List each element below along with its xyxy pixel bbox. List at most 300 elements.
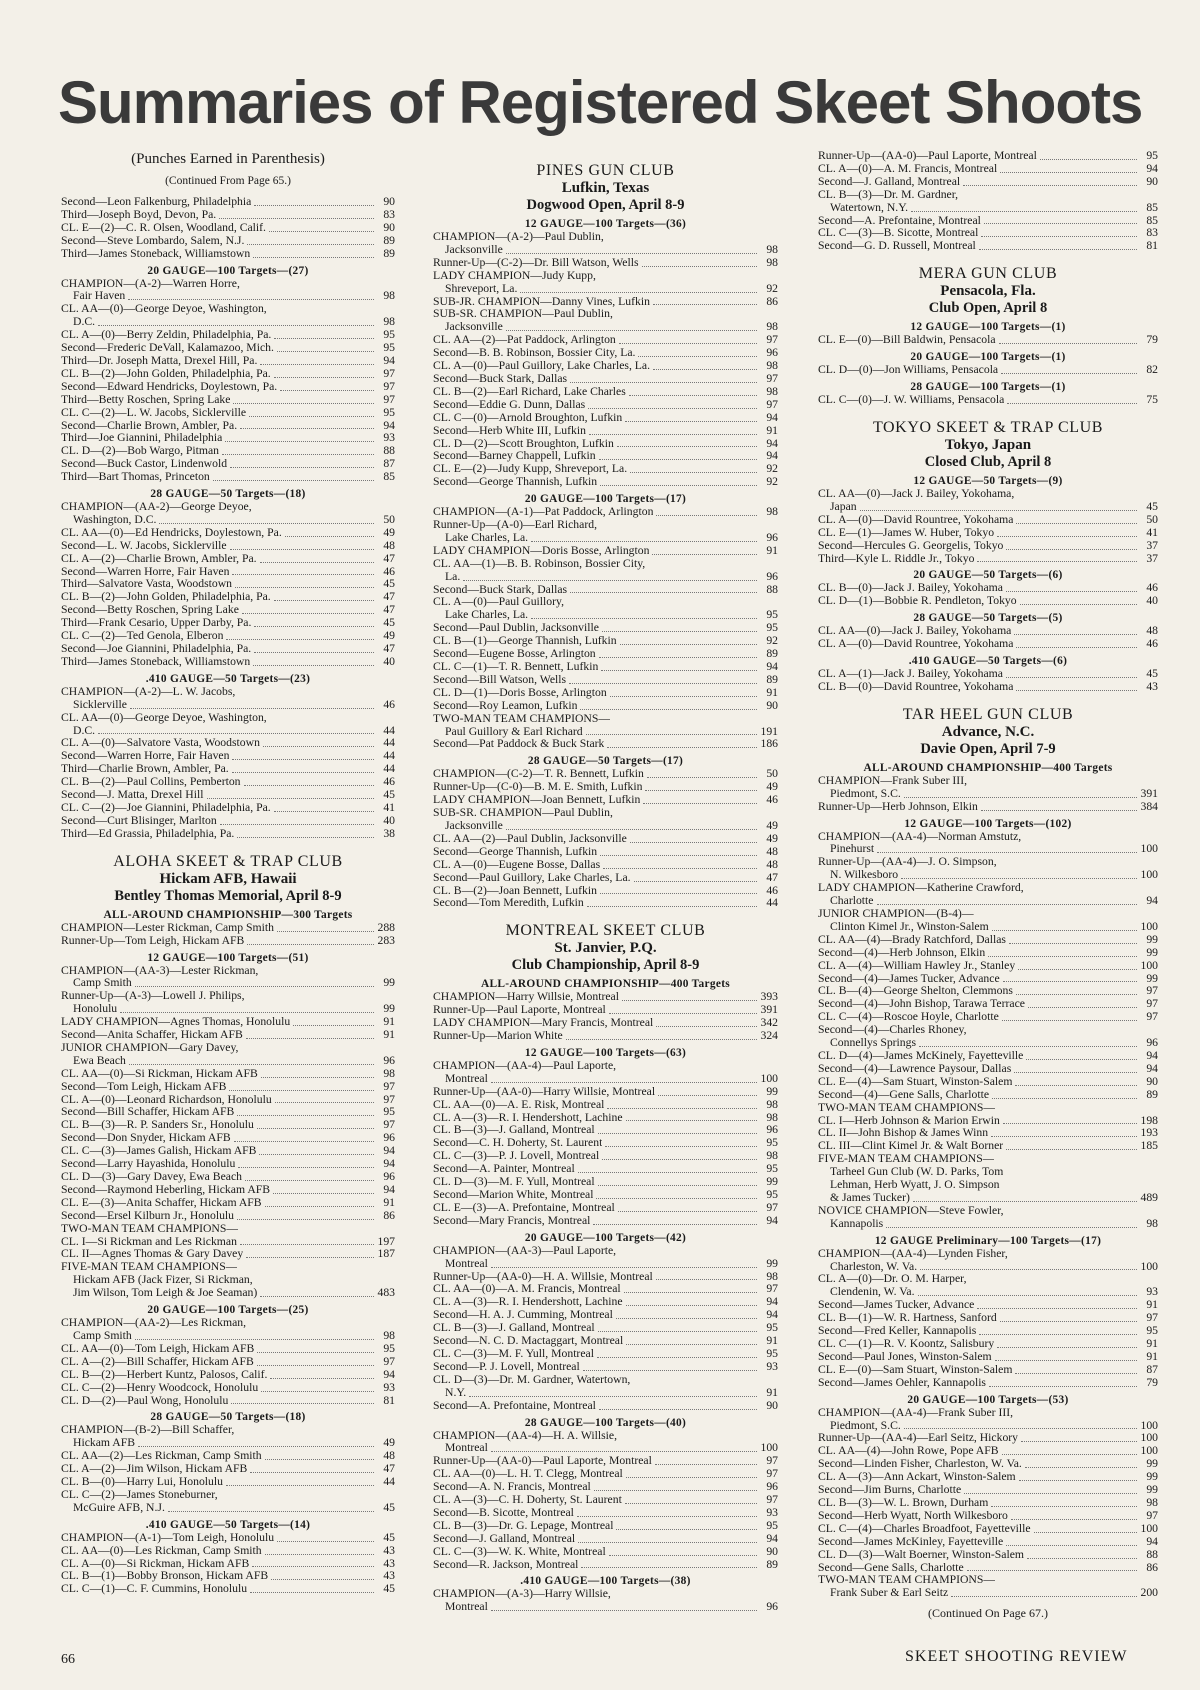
result-name: CL. II—John Bishop & James Winn xyxy=(818,1127,989,1140)
result-name: La. xyxy=(445,570,461,583)
result-score: 187 xyxy=(377,1247,395,1261)
entry-text: Second—(4)—Charles Rhoney, xyxy=(818,1024,967,1037)
result-row xyxy=(61,1356,395,1369)
result-score: 41 xyxy=(383,800,395,814)
result-row xyxy=(433,257,778,270)
dot-leader xyxy=(274,337,374,339)
dot-leader xyxy=(596,1197,757,1199)
dot-leader xyxy=(920,1268,1137,1270)
result-score: 94 xyxy=(1146,1534,1158,1548)
dot-leader xyxy=(1040,158,1137,160)
dot-leader xyxy=(977,1307,1137,1309)
result-name: Shreveport, La. xyxy=(445,282,518,295)
result-row xyxy=(818,501,1158,514)
result-row xyxy=(433,1442,778,1455)
dot-leader xyxy=(979,1333,1137,1335)
result-row xyxy=(818,364,1158,377)
dot-leader xyxy=(237,836,374,838)
dot-leader xyxy=(254,204,374,206)
result-name: Third—James Stoneback, Williamstown xyxy=(61,655,251,668)
section-heading: 28 GAUGE—100 Targets—(40) xyxy=(524,1416,687,1429)
club-location: Pensacola, Fla. xyxy=(940,283,1036,300)
result-name: Ewa Beach xyxy=(73,1054,126,1067)
result-row xyxy=(818,1497,1158,1510)
result-score: 94 xyxy=(1146,1061,1158,1075)
result-name: Kannapolis xyxy=(830,1217,884,1230)
result-row xyxy=(818,1445,1158,1458)
result-row xyxy=(61,527,395,540)
entry-line xyxy=(433,1588,778,1601)
entry-text: CL. D—(3)—Dr. M. Gardner, Watertown, xyxy=(433,1373,631,1386)
dot-leader xyxy=(247,243,374,245)
result-row xyxy=(61,725,395,738)
dot-leader xyxy=(1019,1479,1137,1481)
result-name: Hickam AFB xyxy=(73,1437,136,1450)
result-row xyxy=(61,1016,395,1029)
dot-leader xyxy=(168,1510,374,1512)
result-score: 97 xyxy=(383,392,395,406)
result-row xyxy=(433,244,778,257)
dot-leader xyxy=(274,810,374,812)
result-row xyxy=(433,1387,778,1400)
dot-leader xyxy=(656,1025,757,1027)
result-row xyxy=(433,1468,778,1481)
dot-leader xyxy=(246,1037,374,1039)
result-name: CL. E—(0)—Sam Stuart, Winston-Salem xyxy=(818,1363,1013,1376)
dot-leader xyxy=(617,445,757,447)
result-score: 45 xyxy=(383,788,395,802)
result-row xyxy=(61,316,395,329)
result-score: 93 xyxy=(383,1380,395,1394)
result-score: 37 xyxy=(1146,551,1158,565)
result-row xyxy=(433,1601,778,1614)
result-row xyxy=(818,1536,1158,1549)
dot-leader xyxy=(625,420,757,422)
result-score: 48 xyxy=(766,857,778,871)
dot-leader xyxy=(135,985,374,987)
section-heading: .410 GAUGE—50 Targets—(14) xyxy=(145,1518,311,1531)
result-name: CL. D—(3)—Walt Boerner, Winston-Salem xyxy=(818,1548,1024,1561)
result-score: 95 xyxy=(766,1518,778,1532)
result-name: CL. E—(4)—Sam Stuart, Winston-Salem xyxy=(818,1075,1013,1088)
result-row xyxy=(433,661,778,674)
result-name: CL. C—(1)—T. R. Bennett, Lufkin xyxy=(433,661,599,673)
result-score: 99 xyxy=(766,1256,778,1270)
entry-line xyxy=(433,270,778,283)
dot-leader xyxy=(1006,676,1137,678)
entry-text: CHAMPION—(A-2)—Paul Dublin, xyxy=(433,231,604,243)
column-left xyxy=(61,150,395,1596)
result-name: Second—Mary Francis, Montreal xyxy=(433,1214,591,1227)
result-score: 94 xyxy=(383,1182,395,1196)
dot-leader xyxy=(658,1094,757,1096)
dot-leader xyxy=(229,1089,374,1091)
result-name: LADY CHAMPION—Joan Bennett, Lufkin xyxy=(433,794,641,807)
event-title: Closed Club, April 8 xyxy=(924,453,1052,470)
dot-leader xyxy=(991,1135,1137,1137)
dot-leader xyxy=(120,1011,374,1013)
result-score: 342 xyxy=(760,1016,778,1030)
result-row xyxy=(433,859,778,872)
dot-leader xyxy=(233,402,374,404)
result-name: CL. B—(2)—John Golden, Philadelphia, Pa. xyxy=(61,591,271,604)
entry-line xyxy=(433,1430,778,1443)
result-score: 483 xyxy=(377,1286,395,1300)
result-name: Second—Paul Jones, Winston-Salem xyxy=(818,1350,992,1363)
result-name: CL. C—(2)—Ted Genola, Elberon xyxy=(61,630,224,643)
result-row xyxy=(818,1432,1158,1445)
result-score: 94 xyxy=(1146,161,1158,175)
section-heading: 20 GAUGE—100 Targets—(53) xyxy=(907,1393,1069,1406)
result-row xyxy=(818,1089,1158,1102)
result-name: N. Wilkesboro xyxy=(830,869,899,882)
result-score: 100 xyxy=(1140,1521,1158,1535)
result-score: 98 xyxy=(383,315,395,329)
result-score: 100 xyxy=(1140,958,1158,972)
dot-leader xyxy=(566,1038,757,1040)
result-name: CL. AA—(4)—Brady Ratchford, Dallas xyxy=(818,933,1006,946)
result-row xyxy=(818,1261,1158,1274)
dot-leader xyxy=(645,789,757,791)
result-name: Second—A. N. Francis, Montreal xyxy=(433,1481,591,1494)
result-name: CHAMPION—(A-1)—Tom Leigh, Honolulu xyxy=(61,1531,275,1544)
result-score: 46 xyxy=(383,697,395,711)
dot-leader xyxy=(135,1338,374,1340)
entry-text: Hickam AFB (Jack Fizer, Si Rickman, xyxy=(73,1274,253,1287)
result-name: CL. AA—(0)—Les Rickman, Camp Smith xyxy=(61,1544,262,1557)
dot-leader xyxy=(1016,689,1137,691)
result-row xyxy=(61,1369,395,1382)
result-name: CL. D—(2)—Scott Broughton, Lufkin xyxy=(433,437,614,450)
result-row xyxy=(818,150,1158,163)
dot-leader xyxy=(992,1097,1137,1099)
result-name: CL. C—(1)—R. V. Koontz, Salisbury xyxy=(818,1338,995,1350)
result-score: 90 xyxy=(766,698,778,712)
result-name: Runner-Up—(AA-0)—Paul Laporte, Montreal xyxy=(818,150,1037,162)
dot-leader xyxy=(580,708,757,710)
result-score: 96 xyxy=(383,1131,395,1145)
result-score: 99 xyxy=(766,1084,778,1098)
result-row xyxy=(61,1184,395,1197)
dot-leader xyxy=(249,415,374,417)
dot-leader xyxy=(964,1492,1137,1494)
result-score: 89 xyxy=(1146,1087,1158,1101)
entry-line xyxy=(818,831,1158,844)
result-score: 100 xyxy=(1140,919,1158,933)
result-row xyxy=(818,1312,1158,1325)
result-row xyxy=(433,321,778,334)
entry-line xyxy=(433,1060,778,1073)
result-name: Lake Charles, La. xyxy=(445,609,529,622)
result-row xyxy=(61,977,395,990)
dot-leader xyxy=(1000,171,1137,173)
dot-leader xyxy=(1027,1557,1137,1559)
result-row xyxy=(61,935,395,948)
result-row xyxy=(61,750,395,763)
result-score: 94 xyxy=(766,436,778,450)
result-score: 83 xyxy=(1146,226,1158,240)
club-location: Tokyo, Japan xyxy=(944,436,1032,453)
result-score: 489 xyxy=(1140,1190,1158,1204)
result-score: 95 xyxy=(766,608,778,622)
result-row xyxy=(433,1296,778,1309)
dot-leader xyxy=(607,746,757,748)
result-row xyxy=(61,290,395,303)
dot-leader xyxy=(130,707,374,709)
result-name: Second—Tom Meredith, Lufkin xyxy=(433,897,584,910)
result-row xyxy=(61,235,395,248)
result-score: 41 xyxy=(1146,525,1158,539)
result-score: 100 xyxy=(1140,1431,1158,1445)
dot-leader xyxy=(997,535,1137,537)
dot-leader xyxy=(463,579,757,581)
result-row xyxy=(818,595,1158,608)
dot-leader xyxy=(1015,1372,1137,1374)
result-name: Lake Charles, La. xyxy=(445,531,529,544)
result-row xyxy=(61,578,395,591)
result-name: CL. B—(1)—Bobby Bronson, Hickam AFB xyxy=(61,1570,269,1583)
result-row xyxy=(433,1494,778,1507)
result-score: 90 xyxy=(383,195,395,208)
club-name: MONTREAL SKEET CLUB xyxy=(505,922,706,940)
result-row xyxy=(61,1382,395,1395)
result-name: CL. I—Herb Johnson & Marion Erwin xyxy=(818,1114,1000,1127)
dot-leader xyxy=(599,1408,757,1410)
result-name: Second—Jim Burns, Charlotte xyxy=(818,1484,962,1497)
result-row xyxy=(818,163,1158,176)
dot-leader xyxy=(594,1489,757,1491)
result-row xyxy=(818,1471,1158,1484)
result-name: Second—C. H. Doherty, St. Laurent xyxy=(433,1137,603,1150)
dot-leader xyxy=(913,1200,1137,1202)
result-row xyxy=(61,604,395,617)
result-row xyxy=(433,463,778,476)
result-row xyxy=(818,202,1158,215)
result-name: Second—Edward Hendricks, Doylestown, Pa. xyxy=(61,380,278,393)
result-row xyxy=(433,334,778,347)
result-name: Second—Eddie G. Dunn, Dallas xyxy=(433,398,586,411)
result-row xyxy=(61,248,395,261)
result-name: Second—Buck Stark, Dallas xyxy=(433,372,568,385)
result-score: 95 xyxy=(766,1162,778,1176)
result-score: 95 xyxy=(383,328,395,342)
dot-leader xyxy=(570,591,757,593)
section-heading: 20 GAUGE—100 Targets—(25) xyxy=(147,1304,309,1317)
result-name: CL. B—(3)—Dr. G. Lepage, Montreal xyxy=(433,1519,614,1532)
dot-leader xyxy=(261,1390,374,1392)
club-name: TOKYO SKEET & TRAP CLUB xyxy=(872,418,1104,436)
result-name: CL. E—(2)—C. R. Olsen, Woodland, Calif. xyxy=(61,221,266,234)
result-row xyxy=(818,240,1158,253)
result-row xyxy=(818,843,1158,856)
entry-text: TWO-MAN TEAM CHAMPIONS— xyxy=(818,1574,996,1587)
dot-leader xyxy=(586,733,757,735)
result-score: 96 xyxy=(766,569,778,583)
result-name: Second—A. Prefontaine, Montreal xyxy=(433,1399,596,1412)
result-name: Runner-Up—Marion White xyxy=(433,1030,563,1043)
result-score: 97 xyxy=(1146,997,1158,1011)
result-score: 75 xyxy=(1146,393,1158,407)
result-row xyxy=(433,820,778,833)
result-name: Third—Salvatore Vasta, Woodstown xyxy=(61,578,232,591)
result-row xyxy=(433,1546,778,1559)
dot-leader xyxy=(1006,590,1137,592)
entry-text: LADY CHAMPION—Judy Kupp, xyxy=(433,269,596,282)
entry-line xyxy=(433,713,778,726)
result-row xyxy=(818,869,1158,882)
dot-leader xyxy=(643,802,757,804)
result-row xyxy=(433,1559,778,1572)
entry-text: Tarheel Gun Club (W. D. Parks, Tom xyxy=(830,1166,1004,1179)
result-score: 97 xyxy=(1146,1010,1158,1024)
dot-leader xyxy=(520,291,757,293)
result-score: 48 xyxy=(383,1449,395,1463)
dot-leader xyxy=(244,784,374,786)
entry-text: CL. AA—(0)—George Deyoe, Washington, xyxy=(61,303,267,316)
result-row xyxy=(61,630,395,643)
dot-leader xyxy=(226,638,374,640)
result-score: 91 xyxy=(383,1195,395,1209)
result-score: 97 xyxy=(1146,1508,1158,1522)
dot-leader xyxy=(600,484,757,486)
section-heading: ALL-AROUND CHAMPIONSHIP—400 Targets xyxy=(863,761,1113,774)
result-name: D.C. xyxy=(73,724,96,737)
section-heading: .410 GAUGE—100 Targets—(38) xyxy=(520,1575,691,1588)
result-row xyxy=(433,872,778,885)
result-name: Second—Linden Fisher, Charleston, W. Va. xyxy=(818,1458,1022,1471)
dot-leader xyxy=(997,1346,1137,1348)
entry-text: NOVICE CHAMPION—Steve Fowler, xyxy=(818,1204,1004,1217)
result-score: 288 xyxy=(377,920,395,934)
result-score: 88 xyxy=(383,444,395,458)
dot-leader xyxy=(991,1505,1137,1507)
result-name: CL. C—(0)—J. W. Williams, Pensacola xyxy=(818,394,1005,407)
result-row xyxy=(61,828,395,841)
dot-leader xyxy=(219,217,374,219)
result-score: 98 xyxy=(383,289,395,303)
result-row xyxy=(433,425,778,438)
result-score: 44 xyxy=(383,762,395,776)
dot-leader xyxy=(626,1476,757,1478)
dot-leader xyxy=(655,1463,757,1465)
result-row xyxy=(433,726,778,739)
result-row xyxy=(61,1029,395,1042)
dot-leader xyxy=(491,1450,757,1452)
result-row xyxy=(433,1507,778,1520)
result-name: Second—Herb White III, Lufkin xyxy=(433,424,586,437)
result-name: Camp Smith xyxy=(73,1329,132,1342)
result-score: 91 xyxy=(766,1385,778,1399)
dot-leader xyxy=(1021,1440,1137,1442)
result-row xyxy=(433,687,778,700)
result-name: CL. B—(0)—David Rountree, Yokohama xyxy=(818,680,1014,693)
dot-leader xyxy=(273,1192,374,1194)
dot-leader xyxy=(1001,372,1137,374)
result-score: 98 xyxy=(766,1110,778,1124)
dot-leader xyxy=(260,363,374,365)
result-score: 91 xyxy=(383,1028,395,1042)
result-row xyxy=(433,386,778,399)
result-score: 100 xyxy=(760,1441,778,1455)
entry-text: CL. AA—(1)—B. B. Robinson, Bossier City, xyxy=(433,557,646,570)
result-row xyxy=(61,617,395,630)
section-heading: 20 GAUGE—100 Targets—(1) xyxy=(910,351,1066,364)
dot-leader xyxy=(598,1184,757,1186)
result-name: Montreal xyxy=(445,1601,488,1614)
entry-line xyxy=(818,488,1158,501)
dot-leader xyxy=(904,1427,1137,1429)
result-name: Jim Wilson, Tom Leigh & Joe Seaman) xyxy=(73,1287,258,1300)
result-row xyxy=(818,895,1158,908)
dot-leader xyxy=(653,303,757,305)
result-name: Camp Smith xyxy=(73,977,132,990)
result-score: 98 xyxy=(383,1066,395,1080)
result-name: Second—(4)—Gene Salls, Charlotte xyxy=(818,1088,990,1101)
result-name: Third—James Stoneback, Williamstown xyxy=(61,247,251,260)
dot-leader xyxy=(250,1471,374,1473)
result-score: 98 xyxy=(1146,1216,1158,1230)
dot-leader xyxy=(626,1119,757,1121)
result-score: 95 xyxy=(766,1321,778,1335)
result-row xyxy=(818,1127,1158,1140)
result-row xyxy=(61,1171,395,1184)
result-name: CL. D—(2)—Bob Wargo, Pitman xyxy=(61,445,220,458)
result-score: 95 xyxy=(766,1346,778,1360)
entry-line xyxy=(818,1024,1158,1037)
result-score: 45 xyxy=(383,577,395,591)
dot-leader xyxy=(265,1553,374,1555)
entry-line xyxy=(433,1245,778,1258)
dot-leader xyxy=(1016,646,1137,648)
result-name: CL. D—(3)—M. F. Yull, Montreal xyxy=(433,1176,595,1189)
result-score: 86 xyxy=(766,294,778,308)
dot-leader xyxy=(600,854,757,856)
result-name: CL. C—(2)—Henry Woodcock, Honolulu xyxy=(61,1381,259,1394)
result-row xyxy=(61,815,395,828)
result-row xyxy=(818,1050,1158,1063)
result-score: 49 xyxy=(383,1436,395,1450)
result-row xyxy=(61,591,395,604)
result-score: 85 xyxy=(383,470,395,484)
result-score: 91 xyxy=(1146,1349,1158,1363)
result-score: 43 xyxy=(383,1543,395,1557)
dot-leader xyxy=(246,1256,374,1258)
result-row xyxy=(433,412,778,425)
result-score: 93 xyxy=(766,1505,778,1519)
result-name: Second—Betty Roschen, Spring Lake xyxy=(61,604,239,617)
result-name: CL. B—(1)—George Thannish, Lufkin xyxy=(433,635,617,648)
result-name: Runner-Up—(AA-0)—H. A. Willsie, Montreal xyxy=(433,1270,653,1283)
result-name: CL. A—(3)—R. I. Hendershott, Lachine xyxy=(433,1111,623,1124)
entry-text: Runner-Up—(AA-4)—J. O. Simpson, xyxy=(818,856,997,869)
result-row xyxy=(433,1086,778,1099)
dot-leader xyxy=(647,776,757,778)
dot-leader xyxy=(605,1145,757,1147)
result-score: 93 xyxy=(766,1359,778,1373)
dot-leader xyxy=(589,433,757,435)
result-row xyxy=(433,399,778,412)
result-row xyxy=(61,342,395,355)
entry-text: CHAMPION—(AA-4)—Norman Amstutz, xyxy=(818,830,1022,843)
dot-leader xyxy=(619,342,757,344)
result-score: 92 xyxy=(766,281,778,295)
dot-leader xyxy=(234,1140,374,1142)
result-row xyxy=(433,1533,778,1546)
result-score: 44 xyxy=(383,749,395,763)
result-row xyxy=(61,1119,395,1132)
result-row xyxy=(818,947,1158,960)
result-score: 44 xyxy=(383,736,395,750)
